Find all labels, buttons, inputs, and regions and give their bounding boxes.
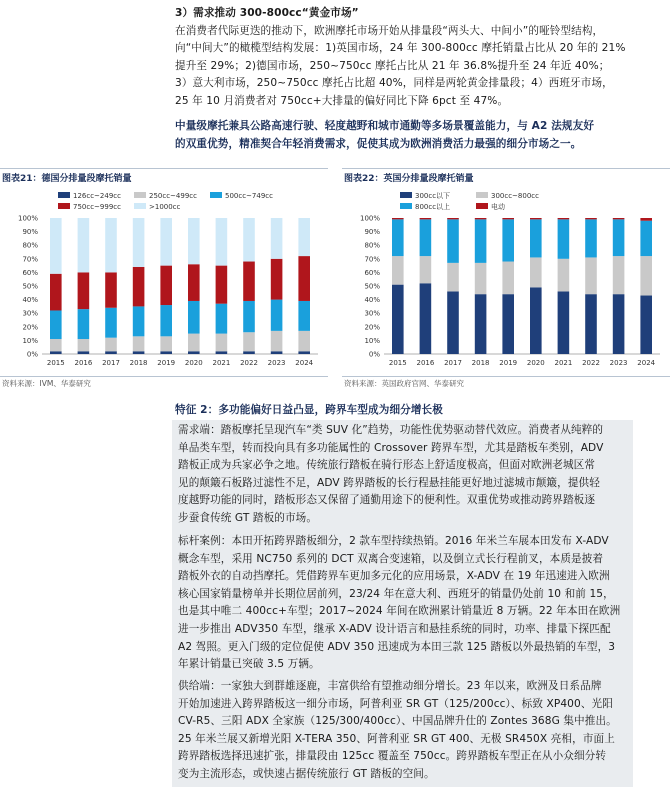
- y-tick-label: 90%: [364, 228, 380, 237]
- bar-segment: [50, 351, 62, 354]
- x-tick-label: 2022: [240, 359, 258, 367]
- y-tick-label: 70%: [22, 255, 38, 264]
- bar-segment: [640, 296, 652, 354]
- supply-line: 供给端：一家独大到群雄逐鹿，丰富供给有望推动细分增长。23 年以来，欧洲及日系品牌: [178, 680, 602, 692]
- bar-segment: [243, 351, 255, 354]
- case-line: 核心国家销量榜单并长期位居前列，23/24 年在意大利、西班牙的销量仍处前 10 和前 15，: [178, 587, 614, 600]
- figure-rule: [342, 376, 670, 377]
- bar-segment: [298, 256, 310, 301]
- bar-segment: [160, 266, 172, 305]
- x-tick-label: 2021: [554, 359, 573, 367]
- x-tick-label: 2023: [267, 359, 286, 367]
- bar-segment: [298, 351, 310, 354]
- bar-segment: [558, 259, 570, 292]
- y-tick-label: 70%: [364, 255, 380, 264]
- figure-21-source: 资料来源：IVM、华泰研究: [2, 379, 91, 388]
- bar-segment: [613, 218, 625, 219]
- y-tick-label: 80%: [364, 241, 380, 250]
- bar-segment: [447, 263, 459, 292]
- bar-segment: [475, 263, 487, 294]
- section-3-title: 3）需求推动 300-800cc“黄金市场”: [175, 7, 359, 19]
- bar-segment: [447, 219, 459, 263]
- legend-label: 电动: [491, 203, 505, 211]
- y-tick-label: 50%: [364, 282, 380, 291]
- bar-segment: [271, 331, 283, 351]
- demand-line: 度越野功能的同时，踏板形态又保留了通勤用途下的便利性。双重优势或推动跨界踏板逐: [178, 494, 596, 507]
- bar-segment: [216, 218, 228, 266]
- bar-segment: [613, 219, 625, 256]
- legend-label: >1000cc: [149, 203, 181, 211]
- bar-segment: [613, 294, 625, 354]
- section-3-line: 3）意大利市场，250~750cc 摩托占比超 40%，同样是两轮黄金排量段；4）西班牙市场，: [175, 77, 613, 90]
- y-tick-label: 40%: [364, 296, 380, 305]
- bar-segment: [392, 218, 404, 219]
- legend-label: 300cc~800cc: [491, 192, 539, 200]
- legend-swatch: [58, 192, 70, 198]
- bar-segment: [585, 219, 597, 257]
- bar-segment: [420, 218, 432, 219]
- legend-swatch: [476, 192, 488, 198]
- bar-segment: [78, 218, 90, 272]
- bar-segment: [105, 308, 117, 338]
- figure-22-caption: 图表22：英国分排量段摩托销量: [344, 174, 474, 184]
- bar-segment: [585, 257, 597, 294]
- y-tick-label: 0%: [368, 350, 380, 359]
- bar-segment: [160, 336, 172, 351]
- x-tick-label: 2020: [184, 359, 203, 367]
- legend-label: 500cc~749cc: [225, 192, 273, 200]
- legend-swatch: [476, 203, 488, 209]
- bar-segment: [160, 218, 172, 266]
- figure-22-chart: [342, 186, 670, 372]
- x-tick-label: 2017: [444, 359, 462, 367]
- x-tick-label: 2024: [295, 359, 314, 367]
- supply-line: 开始加速进入跨界踏板这一细分市场，阿普利亚 SR GT（125/200cc）、标致 XP400、光阳: [178, 697, 613, 710]
- bar-segment: [243, 218, 255, 262]
- bar-segment: [105, 218, 117, 272]
- highlight-line: 中量级摩托兼具公路高速行驶、轻度越野和城市通勤等多场景覆盖能力，与 A2 法规友好: [175, 120, 595, 132]
- bar-segment: [50, 310, 62, 339]
- legend-label: 126cc~249cc: [73, 192, 121, 200]
- bar-segment: [105, 272, 117, 307]
- bar-segment: [502, 262, 514, 295]
- y-tick-label: 0%: [26, 350, 38, 359]
- figure-22-source: 资料来源：英国政府官网、华泰研究: [344, 379, 464, 388]
- x-tick-label: 2024: [637, 359, 656, 367]
- bar-segment: [640, 221, 652, 256]
- bar-segment: [188, 301, 200, 334]
- case-line: 概念车型，采用 NC750 系列的 DCT 双离合变速箱，以及倒立式长行程前叉，本质是披着: [178, 552, 604, 565]
- bar-segment: [558, 291, 570, 354]
- bar-segment: [188, 218, 200, 264]
- legend-swatch: [58, 203, 70, 209]
- legend-label: 250cc~499cc: [149, 192, 197, 200]
- highlight-line: 的双重优势，精准契合年轻消费需求，促使其成为欧洲消费活力最强的细分市场之一。: [175, 137, 582, 150]
- x-tick-label: 2015: [46, 359, 65, 367]
- x-tick-label: 2020: [526, 359, 545, 367]
- bar-segment: [133, 267, 145, 306]
- bar-segment: [216, 266, 228, 304]
- legend-label: 300cc以下: [415, 192, 451, 200]
- y-tick-label: 80%: [22, 241, 38, 250]
- bar-segment: [271, 259, 283, 300]
- bar-segment: [133, 351, 145, 354]
- case-line: 进一步推出 ADV350 车型，继承 X-ADV 设计语言和悬挂系统的同时，功率、排量下探匹配: [178, 622, 611, 635]
- bar-segment: [585, 218, 597, 219]
- feature-2-supply: [172, 676, 633, 787]
- bar-segment: [420, 219, 432, 256]
- feature-2-title: 特征 2：多功能偏好日益凸显，跨界车型成为细分增长极: [175, 404, 443, 416]
- bar-segment: [502, 219, 514, 261]
- bar-segment: [640, 256, 652, 295]
- demand-line: 步蚕食传统 GT 踏板的市场。: [178, 511, 318, 524]
- bar-segment: [216, 334, 228, 352]
- bar-segment: [640, 218, 652, 221]
- legend-swatch: [400, 203, 412, 209]
- y-tick-label: 90%: [22, 228, 38, 237]
- bar-segment: [216, 304, 228, 334]
- legend-swatch: [400, 192, 412, 198]
- y-tick-label: 30%: [364, 309, 380, 318]
- case-line: 年累计销量已突破 3.5 万辆。: [178, 658, 320, 671]
- demand-line: 需求端：踏板摩托呈现汽车“类 SUV 化”趋势，功能性优势驱动替代效应。消费者从纯粹的: [178, 424, 604, 436]
- feature-2-case: [172, 531, 633, 677]
- figure-21-caption: 图表21：德国分排量段摩托销量: [2, 174, 132, 184]
- y-tick-label: 40%: [22, 296, 38, 305]
- x-tick-label: 2019: [499, 359, 518, 367]
- bar-segment: [502, 218, 514, 219]
- figure-21-chart: [0, 186, 328, 372]
- bar-segment: [502, 294, 514, 354]
- bar-segment: [271, 218, 283, 259]
- x-tick-label: 2021: [212, 359, 231, 367]
- bar-segment: [78, 351, 90, 354]
- x-tick-label: 2022: [582, 359, 600, 367]
- bar-segment: [392, 285, 404, 354]
- bar-segment: [392, 219, 404, 256]
- bar-segment: [133, 336, 145, 351]
- case-line: 踏板外衣的自动挡摩托。凭借跨界车更加多元化的应用场景，X-ADV 在 19 年迅速进入欧洲: [178, 570, 610, 583]
- bar-segment: [558, 218, 570, 219]
- bar-segment: [160, 351, 172, 354]
- bar-segment: [420, 256, 432, 283]
- bar-segment: [271, 300, 283, 331]
- bar-segment: [78, 272, 90, 309]
- bar-segment: [530, 257, 542, 287]
- bar-segment: [243, 332, 255, 351]
- y-tick-label: 20%: [364, 323, 380, 332]
- bar-segment: [530, 287, 542, 354]
- section-3-line: 25 年 10 月消费者对 750cc+大排量的偏好同比下降 6pct 至 47%。: [175, 94, 509, 107]
- feature-2-demand: [172, 420, 633, 531]
- demand-line: 踏板正成为兵家必争之地。传统旅行踏板在骑行形态上舒适度极高，但面对欧洲老城区常: [178, 459, 596, 472]
- x-tick-label: 2016: [74, 359, 93, 367]
- y-tick-label: 20%: [22, 323, 38, 332]
- figure-rule: [0, 376, 328, 377]
- bar-segment: [133, 218, 145, 267]
- bar-segment: [475, 218, 487, 219]
- x-tick-label: 2016: [416, 359, 435, 367]
- demand-line: 单品类车型，转而投向具有多功能属性的 Crossover 跨界车型，尤其是踏板车类别，ADV: [178, 441, 604, 454]
- x-tick-label: 2017: [102, 359, 120, 367]
- x-tick-label: 2018: [471, 359, 490, 367]
- bar-segment: [420, 283, 432, 354]
- bar-segment: [50, 218, 62, 274]
- bar-segment: [530, 218, 542, 219]
- bar-segment: [188, 264, 200, 301]
- bar-segment: [188, 351, 200, 354]
- section-3-line: 向“中间大”的橄榄型结构发展：1)英国市场，24 年 300-800cc 摩托销量占比从 20 年的 21%: [175, 42, 626, 55]
- bar-segment: [78, 309, 90, 339]
- supply-line: CV-R5、三阳 ADX 全家族（125/300/400cc）、中国品牌升仕的 Zontes 368G 集中推出。: [178, 715, 617, 728]
- bar-segment: [447, 291, 459, 354]
- x-tick-label: 2023: [609, 359, 628, 367]
- section-3-line: 在消费者代际更迭的推动下，欧洲摩托市场开始从排量段“两头大、中间小”的哑铃型结构，: [175, 24, 604, 37]
- y-tick-label: 60%: [22, 268, 38, 277]
- bar-segment: [216, 351, 228, 354]
- bar-segment: [50, 274, 62, 311]
- supply-line: 25 年米兰展又新增光阳 X-TERA 350、阿普利亚 SR GT 400、无极 SR450X 亮相，市面上: [178, 732, 615, 745]
- y-tick-label: 60%: [364, 268, 380, 277]
- bar-segment: [243, 301, 255, 332]
- bar-segment: [585, 294, 597, 354]
- section-3: [175, 5, 630, 111]
- supply-line: 变为主流形态，或快速占据传统旅行 GT 踏板的空间。: [178, 767, 435, 780]
- y-tick-label: 100%: [17, 214, 38, 223]
- bar-segment: [530, 219, 542, 257]
- case-line: A2 驾照。更入门级的定位促使 ADV 350 迅速成为本田三款 125 踏板以外最热销的车型，3: [178, 640, 616, 653]
- y-tick-label: 100%: [359, 214, 380, 223]
- section-3-line: 提升至 29%；2)德国市场，250~750cc 摩托占比从 21 年 36.8%提升至 24 年近 40%；: [175, 59, 610, 72]
- y-tick-label: 10%: [364, 336, 380, 345]
- bar-segment: [475, 294, 487, 354]
- bar-segment: [475, 219, 487, 263]
- bar-segment: [50, 339, 62, 351]
- bar-segment: [298, 218, 310, 256]
- bar-segment: [188, 334, 200, 352]
- legend-label: 750cc~999cc: [73, 203, 121, 211]
- supply-line: 跨界踏板选择迅速扩张，排量段由 125cc 覆盖至 750cc。跨界踏板车型正在从小众细分转: [178, 750, 607, 763]
- legend-swatch: [210, 192, 222, 198]
- case-line: 也是其中唯二 400cc+车型；2017~2024 年间在欧洲累计销量近 8 万辆。22 年本田在欧洲: [178, 605, 621, 618]
- bar-segment: [298, 331, 310, 351]
- y-tick-label: 10%: [22, 336, 38, 345]
- bar-segment: [558, 219, 570, 258]
- bar-segment: [105, 351, 117, 354]
- figure-rule: [0, 168, 328, 169]
- y-tick-label: 50%: [22, 282, 38, 291]
- bar-segment: [392, 256, 404, 285]
- highlight-summary: [175, 118, 630, 153]
- bar-segment: [105, 338, 117, 352]
- bar-segment: [133, 306, 145, 336]
- x-tick-label: 2015: [388, 359, 407, 367]
- legend-label: 800cc以上: [415, 203, 451, 211]
- bar-segment: [298, 301, 310, 331]
- bar-segment: [78, 339, 90, 351]
- bar-segment: [160, 305, 172, 336]
- bar-segment: [613, 256, 625, 294]
- demand-line: 见的颠簸石板路过滤性不足，ADV 跨界踏板的长行程悬挂能更好地过滤城市颠簸，提供轻: [178, 476, 600, 489]
- bar-segment: [243, 262, 255, 301]
- legend-swatch: [134, 203, 146, 209]
- x-tick-label: 2018: [129, 359, 148, 367]
- bar-segment: [271, 351, 283, 354]
- x-tick-label: 2019: [157, 359, 176, 367]
- y-tick-label: 30%: [22, 309, 38, 318]
- legend-swatch: [134, 192, 146, 198]
- figure-rule: [342, 168, 670, 169]
- bar-segment: [447, 218, 459, 219]
- case-line: 标杆案例：本田开拓跨界踏板细分，2 款车型持续热销。2016 年米兰车展本田发布 X-ADV: [178, 535, 609, 547]
